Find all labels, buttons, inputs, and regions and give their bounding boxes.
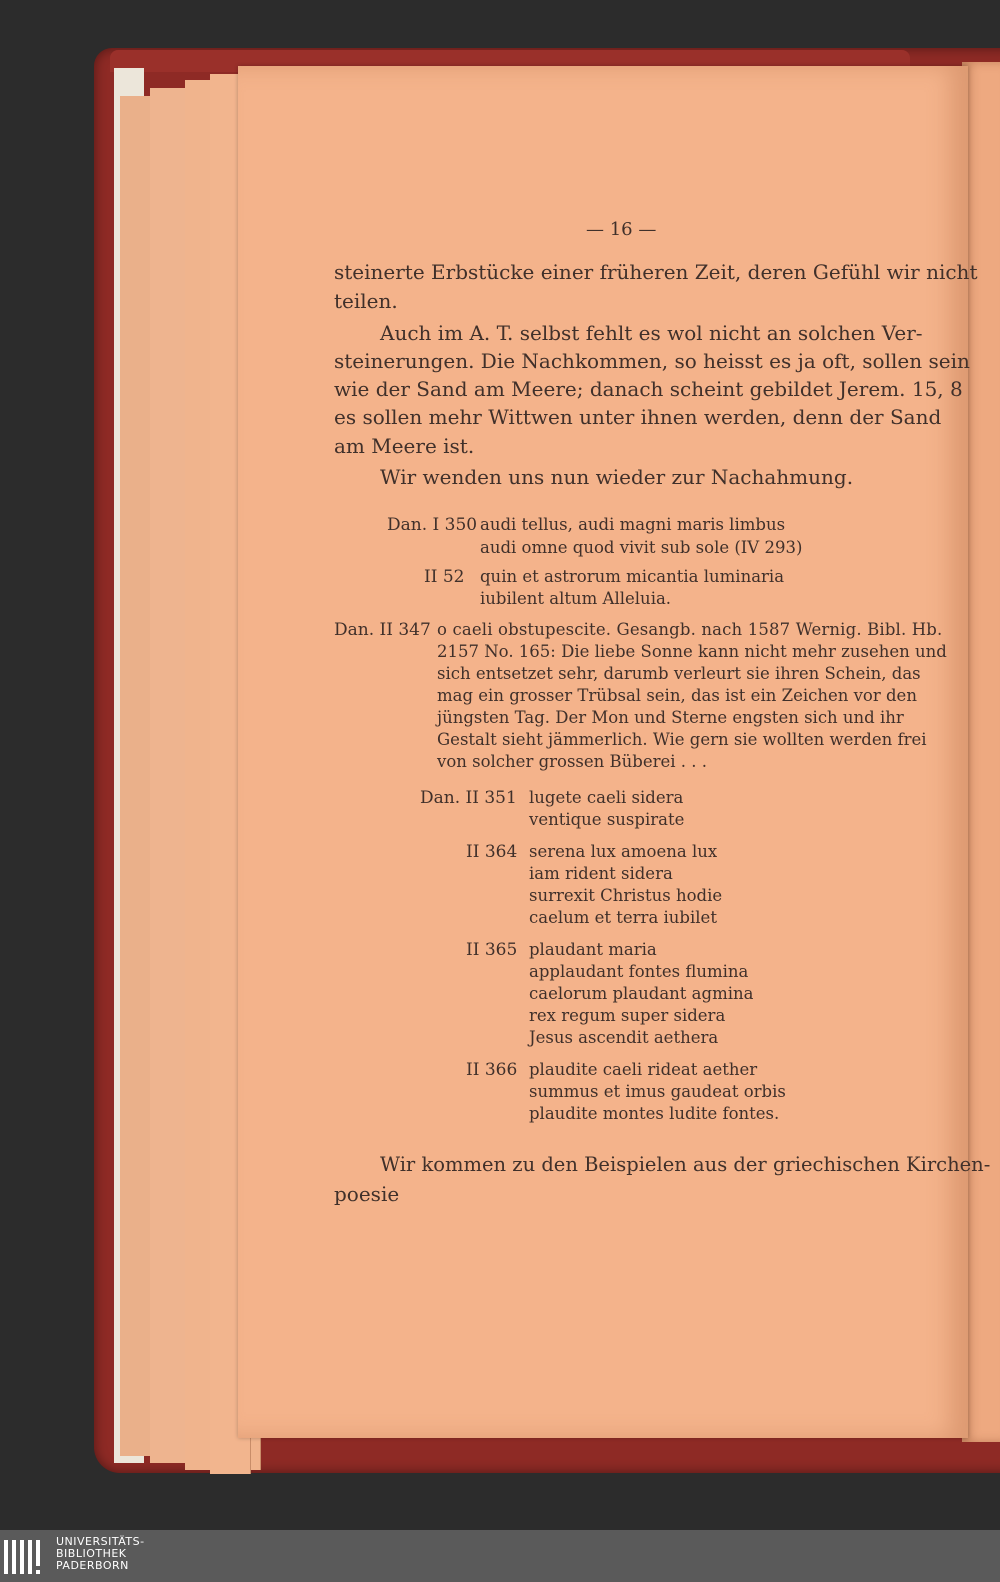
citation-line: quin et astrorum micantia luminaria — [480, 567, 785, 586]
citation-line: audi omne quod vivit sub sole (IV 293) — [480, 538, 803, 557]
closing-line: poesie — [334, 1182, 400, 1206]
citation-ref: II 52 — [424, 567, 465, 587]
citation-line: iubilent altum Alleluia. — [480, 589, 672, 608]
text-line: steinerungen. Die Nachkommen, so heisst es ja oft, sollen sein — [334, 349, 970, 373]
footer-bar — [0, 1530, 1000, 1582]
citation-line: Jesus ascendit aethera — [529, 1028, 719, 1047]
text-line: es sollen mehr Wittwen unter ihnen werden, denn der Sand — [334, 405, 942, 429]
citation-line: applaudant fontes flumina — [529, 962, 749, 981]
citation-line: caelorum plaudant agmina — [529, 984, 754, 1003]
logo-line: PADERBORN — [56, 1559, 129, 1572]
citation-line: ventique suspirate — [529, 810, 685, 829]
text-line: wie der Sand am Meere; danach scheint gebildet Jerem. 15, 8 — [334, 377, 963, 401]
citation-ref: II 364 — [466, 842, 518, 862]
citation-line: o caeli obstupescite. Gesangb. nach 1587 Wernig. Bibl. Hb. — [437, 620, 943, 639]
closing-line: Wir kommen zu den Beispielen aus der griechischen Kirchen- — [380, 1153, 991, 1176]
citation-ref: II 366 — [466, 1060, 518, 1080]
logo-line: UNIVERSITÄTS- — [56, 1535, 145, 1548]
citation-line: plaudite caeli rideat aether — [529, 1060, 758, 1079]
citation-line: 2157 No. 165: Die liebe Sonne kann nicht mehr zusehen und — [437, 642, 947, 661]
text-line: steinerte Erbstücke einer früheren Zeit, deren Gefühl wir nicht — [334, 260, 978, 284]
citation-ref: Dan. II 347 — [334, 620, 431, 640]
citation-line: serena lux amoena lux — [529, 842, 718, 861]
text-line: Auch im A. T. selbst fehlt es wol nicht an solchen Ver- — [380, 321, 923, 345]
citation-line: plaudite montes ludite fontes. — [529, 1104, 780, 1123]
citation-line: summus et imus gaudeat orbis — [529, 1082, 786, 1101]
text-line: Wir wenden uns nun wieder zur Nachahmung. — [380, 465, 854, 489]
page-number: — 16 — — [586, 219, 657, 240]
text-line: am Meere ist. — [334, 434, 475, 458]
book-page — [238, 66, 991, 1438]
citation-line: Gestalt sieht jämmerlich. Wie gern sie wollten werden frei — [437, 730, 927, 749]
citation-line: sich entsetzet sehr, darumb verleurt sie ihren Schein, das — [437, 664, 921, 683]
citation-line: caelum et terra iubilet — [529, 908, 717, 927]
citation-line: von solcher grossen Büberei . . . — [437, 752, 708, 771]
citation-line: lugete caeli sidera — [529, 788, 684, 807]
citation-line: plaudant maria — [529, 940, 657, 959]
citation-line: iam rident sidera — [529, 864, 673, 883]
citation-ref: II 365 — [466, 940, 518, 960]
logo-line: BIBLIOTHEK — [56, 1547, 127, 1560]
citation-ref: Dan. I 350 — [387, 515, 478, 535]
citation-line: rex regum super sidera — [529, 1006, 726, 1025]
citation-line: surrexit Christus hodie — [529, 886, 723, 905]
citation-ref: Dan. II 351 — [420, 788, 517, 808]
citation-line: audi tellus, audi magni maris limbus — [480, 515, 786, 534]
text-line: teilen. — [334, 289, 398, 313]
citation-line: mag ein grosser Trübsal sein, das ist ein Zeichen vor den — [437, 686, 917, 705]
citation-line: jüngsten Tag. Der Mon und Sterne engsten sich und ihr — [437, 708, 904, 727]
